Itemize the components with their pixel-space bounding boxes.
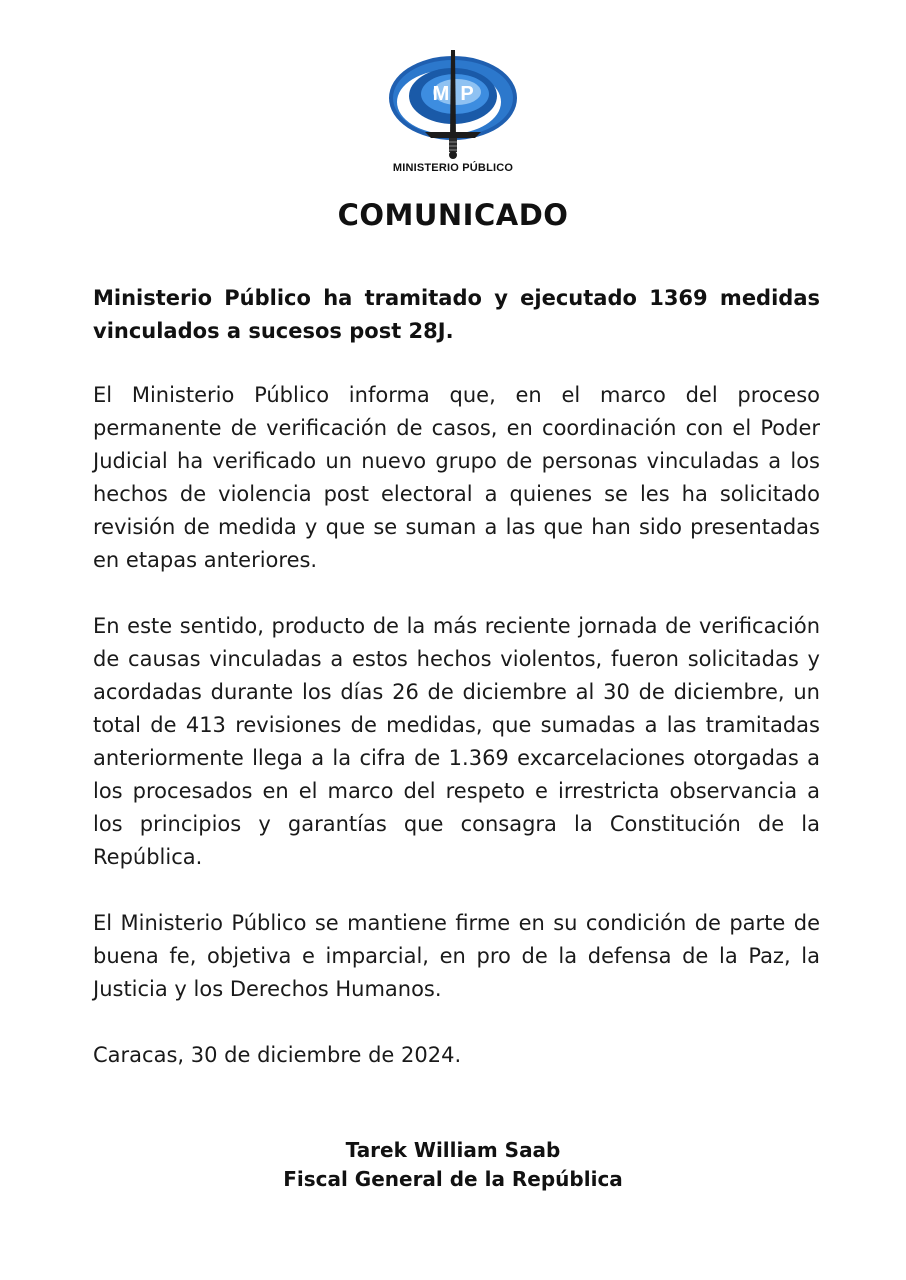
- dateline: Caracas, 30 de diciembre de 2024.: [93, 1043, 462, 1067]
- document-title: COMUNICADO: [337, 198, 569, 232]
- signature-block: [0, 1136, 906, 1194]
- signatory-position: Fiscal General de la República: [283, 1167, 623, 1191]
- headline: Ministerio Público ha tramitado y ejecutado 1369 medidas vinculados a sucesos post 28J.: [93, 286, 820, 343]
- svg-text:P: P: [460, 83, 474, 105]
- document-body: [93, 282, 820, 1072]
- svg-text:M: M: [432, 83, 450, 105]
- signatory-name: Tarek William Saab: [345, 1138, 561, 1162]
- paragraph-3: El Ministerio Público se mantiene firme en su condición de parte de buena fe, objetiva e imparcial, en pro de la defensa de la Paz, la Justicia y los Derechos Humanos.: [93, 911, 820, 1001]
- paragraph-2: En este sentido, producto de la más reciente jornada de verificación de causas vinculadas a estos hechos violentos, fueron solicitadas y acordadas durante los días 26 de diciembre al 30 de diciembre, un total de 413 revisiones de medidas, que sumadas a las tramitadas anteriormente llega a la cifra de 1.369 excarcelaciones otorgadas a los procesados en el marco del respeto e irrestricta observancia a los principios y garantías que consagra la Constitución de la República.: [93, 614, 820, 869]
- mp-emblem-icon: [383, 48, 523, 160]
- logo-caption: MINISTERIO PÚBLICO: [392, 162, 514, 174]
- ministerio-publico-logo: [383, 48, 523, 180]
- paragraph-1: El Ministerio Público informa que, en el marco del proceso permanente de verificación de casos, en coordinación con el Poder Judicial ha verificado un nuevo grupo de personas vinculadas a los hechos de violencia post electoral a quienes se les ha solicitado revisión de medida y que se suman a las que han sido presentadas en etapas anteriores.: [93, 383, 820, 572]
